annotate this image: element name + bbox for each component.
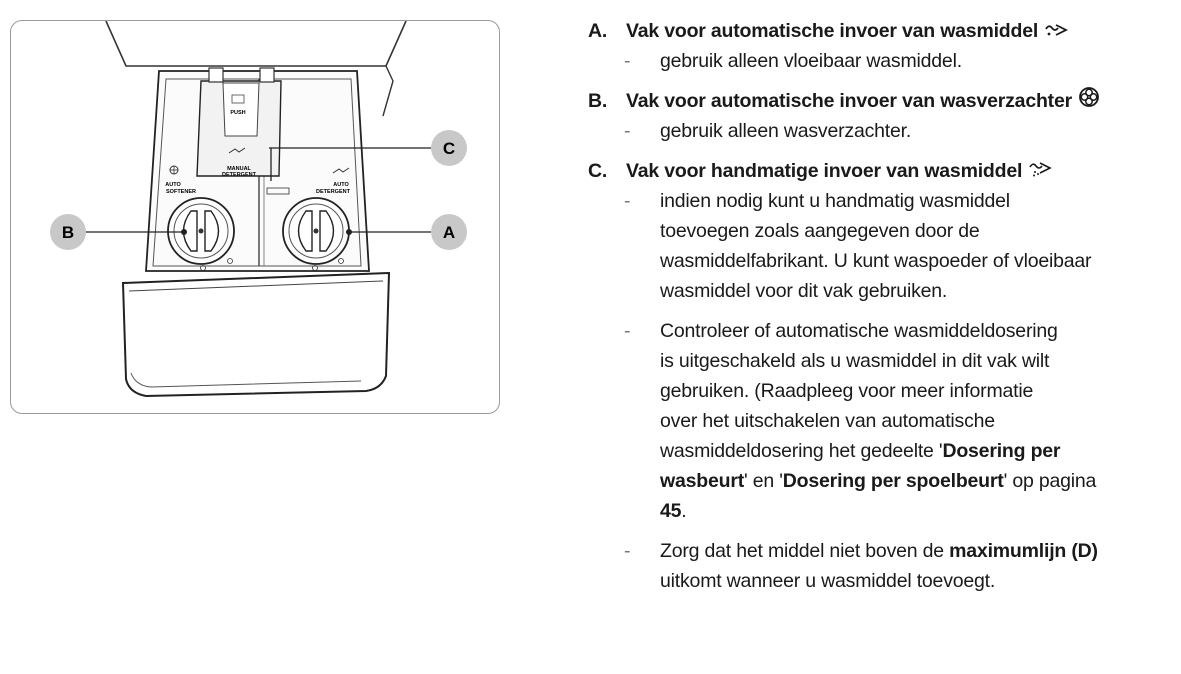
section-a-item-text: gebruik alleen vloeibaar wasmiddel. [660,50,962,72]
section-b-item: - gebruik alleen wasverzachter. [624,120,912,142]
section-a-letter: A. [588,20,608,42]
section-b-letter: B. [588,90,608,112]
section-c-title [588,156,1178,186]
line-7-post-text: . [681,500,687,522]
section-c-item-1-line-4: wasmiddel voor dit vak gebruiken. [660,280,948,302]
line-6-mid-text: ' en ' [744,470,783,492]
section-c-item-2-line-5 [660,436,1178,466]
callout-a-label: A [442,223,456,242]
section-a-item: - gebruik alleen vloeibaar wasmiddel. [624,50,962,72]
section-c-item-3-line-1 [660,536,1178,566]
section-c-heading: Vak voor handmatige invoer van wasmiddel [626,160,1023,182]
manual-label-1: MANUAL [227,166,251,172]
callout-b [50,214,86,250]
section-c-item-3-line-2: uitkomt wanneer u wasmiddel toevoegt. [660,570,996,592]
section-b-item-text: gebruik alleen wasverzachter. [660,120,912,142]
section-a-heading: Vak voor automatische invoer van wasmiddel [626,20,1039,42]
section-c-item-2-line-2: is uitgeschakeld als u wasmiddel in dit vak wilt [660,350,1050,372]
item-3-pre-text: Zorg dat het middel niet boven de [660,540,950,562]
manual-label-2: DETERGENT [222,172,256,178]
section-c-item-1-line-1: indien nodig kunt u handmatig wasmiddel [660,190,1010,212]
section-b-heading: Vak voor automatische invoer van wasverzachter [626,90,1073,112]
auto-softener-label-1: AUTO [165,182,181,188]
callout-b-label: B [61,223,75,242]
section-a-title [588,16,1178,46]
page-number-bold: 45 [660,500,682,522]
dosering-per-bold: Dosering per [942,440,1061,462]
manual-detergent-icon [1028,156,1054,186]
drawer-illustration [10,20,500,414]
auto-detergent-icon [1044,16,1070,46]
section-b-title [588,86,1178,116]
section-c-item-2-line-6 [660,466,1178,496]
section-c-item-3: - Zorg dat het middel niet boven de maximumlijn (D) uitkomt wanneer u wasmiddel toevoegt. [588,536,1178,596]
section-c-item-1-line-3: wasmiddelfabrikant. U kunt waspoeder of vloeibaar [660,250,1092,272]
drawer-drawing [11,21,500,414]
section-c-item-2-line-1: Controleer of automatische wasmiddeldosering [660,320,1058,342]
line-5-text: wasmiddeldosering het gedeelte ' [660,440,943,462]
auto-detergent-label-2: DETERGENT [316,189,350,195]
wasbeurt-bold: wasbeurt [660,470,745,492]
section-c-item-1-line-2: toevoegen zoals aangegeven door de [660,220,980,242]
line-6-post-text: ' op pagina [1003,470,1097,492]
auto-softener-label-2: SOFTENER [166,189,196,195]
description-column [588,16,1178,596]
callout-a [431,214,467,250]
dosering-per-spoelbeurt-bold: Dosering per spoelbeurt [782,470,1004,492]
section-c-letter: C. [588,160,608,182]
section-c-item-2: - Controleer of automatische wasmiddeldosering is uitgeschakeld als u wasmiddel in dit vak wilt gebruiken. (Raadpleeg voor meer informatie over het uitschakelen van automatische wasmiddeldosering het gedeelte 'Dosering per wasbeurt' en 'Dosering per spoelbeurt' op pagina 45. [588,316,1178,526]
callout-c-label: C [442,139,456,158]
callout-c [431,130,467,166]
section-c-item-1: - indien nodig kunt u handmatig wasmiddel toevoegen zoals aangegeven door de wasmiddelfabrikant. U kunt waspoeder of vloeibaar wasmiddel voor dit vak gebruiken. [588,186,1178,306]
maximumlijn-bold: maximumlijn (D) [949,540,1098,562]
section-c-item-2-line-4: over het uitschakelen van automatische [660,410,995,432]
push-label: PUSH [230,110,246,116]
softener-flower-icon [1078,86,1100,117]
auto-detergent-label-1: AUTO [333,182,349,188]
section-c-item-2-line-3: gebruiken. (Raadpleeg voor meer informatie [660,380,1034,402]
section-c-item-2-line-7 [660,496,1178,526]
